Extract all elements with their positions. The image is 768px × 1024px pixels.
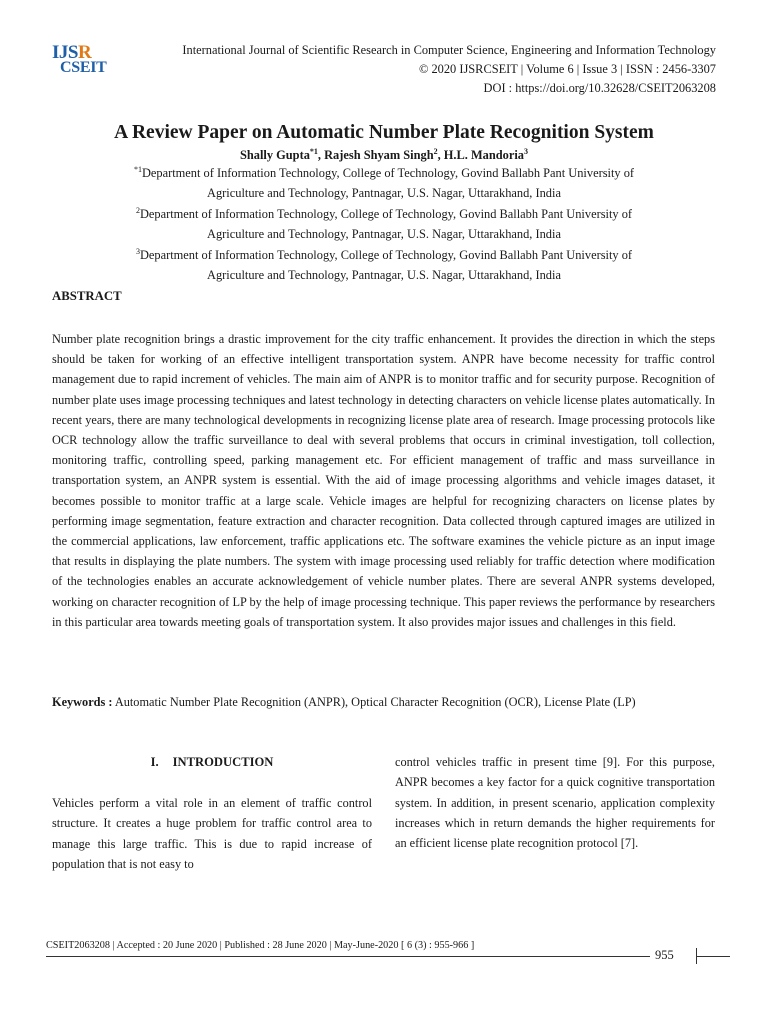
affiliation-2-line-1: $^2$Department of Information Technology, College of Technology, Govind Ballabh Pant University of	[135, 205, 633, 221]
author-sup: 3	[524, 146, 528, 156]
footer-rule	[46, 956, 650, 957]
journal-doi-link[interactable]: DOI : https://doi.org/10.32628/CSEIT2063208	[483, 81, 716, 95]
affiliation-3-line-1: $^3$Department of Information Technology, College of Technology, Govind Ballabh Pant University of	[135, 246, 633, 262]
author-list: Shally Gupta$^{*1}$, Rajesh Shyam Singh$^2$, H.L. Mandoria$^3$	[240, 146, 528, 162]
logo-ijs-text: IJSR	[52, 42, 92, 63]
affiliation-2-line-2: Agriculture and Technology, Pantnagar, U.S. Nagar, Uttarakhand, India	[207, 227, 561, 241]
section-heading-introduction	[52, 755, 372, 770]
author-name: Shally Gupta	[240, 148, 310, 162]
footer-rule-right	[696, 956, 730, 957]
author-sup: *1	[309, 146, 318, 156]
keywords	[52, 692, 715, 712]
affiliation-1-line-2: Agriculture and Technology, Pantnagar, U.S. Nagar, Uttarakhand, India	[207, 186, 561, 200]
keywords-list: Automatic Number Plate Recognition (ANPR), Optical Character Recognition (OCR), License Plate (LP)	[112, 695, 636, 709]
paper-title: A Review Paper on Automatic Number Plate Recognition System	[114, 122, 654, 143]
affiliation-3-line-2: Agriculture and Technology, Pantnagar, U.S. Nagar, Uttarakhand, India	[207, 268, 561, 282]
journal-volume-line: © 2020 IJSRCSEIT | Volume 6 | Issue 3 | ISSN : 2456-3307	[418, 62, 716, 76]
keywords-label: Keywords :	[52, 695, 113, 709]
footer-citation: CSEIT2063208 | Accepted : 20 June 2020 | Published : 28 June 2020 | May-June-2020 [ 6 (3) : 955-966 ]	[46, 940, 475, 951]
intro-left-column-text: Vehicles perform a vital role in an element of traffic control structure. It creates a huge problem for traffic control area to manage this large traffic. This is due to rapid increase of population that is not easy to	[52, 796, 372, 871]
intro-right-column-text: control vehicles traffic in present time [9]. For this purpose, ANPR becomes a key factor for a quick cognitive transportation system. In addition, in present scenario, application complexity increases which in return demands the higher requirements for an efficient license plate recognition protocol [7].	[395, 755, 715, 851]
section-title: INTRODUCTION	[172, 755, 274, 769]
page-number: 955	[655, 948, 674, 962]
logo-cseit-text: CSEIT	[60, 59, 107, 76]
journal-name: International Journal of Scientific Research in Computer Science, Engineering and Information Technology	[182, 43, 716, 57]
abstract-heading: ABSTRACT	[52, 289, 122, 303]
author-name: Rajesh Shyam Singh	[324, 148, 434, 162]
abstract-body: Number plate recognition brings a drastic improvement for the city traffic enhancement. It provides the direction in which the steps should be taken for working of an effective intelligent transportation system. ANPR have become necessity for traffic control management due to rapid increment of vehicles. The main aim of ANPR is to monitor traffic and for security purpose. Recognition of number plate uses image processing techniques and latest technology in detecting characters on vehicle license plates automatically. In recent years, there are many technological developments in recognizing license plate area of research. Image processing protocols like OCR technology allow the traffic surveillance to deal with several problems that occurs in criminal investigation, toll collection, monitoring traffic, controlling speed, parking management etc. For efficient management of traffic and mass surveillance in transportation system, an ANPR system is essential. With the aid of image processing algorithms and vehicle images dataset, it becomes possible to monitor traffic at a large scale. Vehicle images are helpful for recognizing characters on license plates by performing image segmentation, feature extraction and character recognition. Data collected through captured images are utilized in the commercial applications, law enforcement, traffic applications etc. The software examines the vehicle picture as an input image that results in displaying the plate numbers. The system with image processing used reliably for traffic detection where modification of the technologies enables an accurate acknowledgement of vehicle number plates. There are several ANPR systems developed, working on character recognition of LP by the help of image processing technique. This paper reviews the performance by researchers in this particular area towards meeting goals of transportation system. It also provides major issues and challenges in this field.	[52, 332, 715, 629]
journal-logo	[50, 42, 114, 82]
affiliation-1-line-1: $^{*1}$Department of Information Technology, College of Technology, Govind Ballabh Pant University of	[133, 164, 635, 180]
author-name: H.L. Mandoria	[443, 148, 524, 162]
author-sup: 2	[433, 146, 438, 156]
section-number: I.	[150, 755, 159, 769]
